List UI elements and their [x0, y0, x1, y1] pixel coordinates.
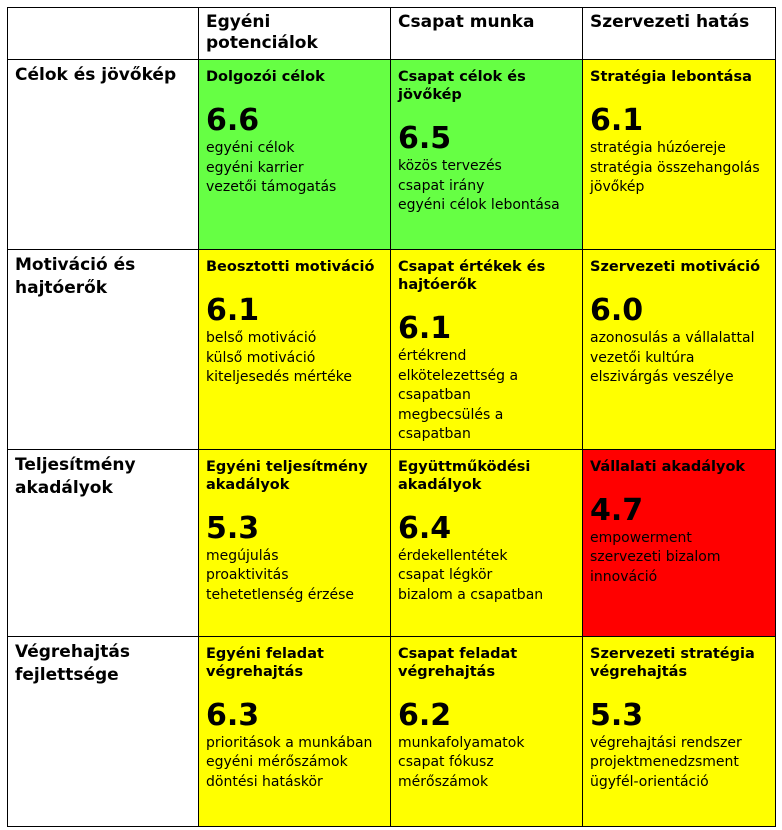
cell-item: proaktivitás	[206, 567, 289, 583]
matrix-cell	[583, 636, 776, 826]
cell-item: egyéni mérőszámok	[206, 754, 348, 770]
cell-title: Vállalati akadályok	[590, 458, 746, 475]
row-header: Végrehajtás fejlettsége	[8, 636, 199, 826]
cell-score: 6.1	[398, 311, 452, 346]
cell-item: belső motiváció	[206, 330, 317, 346]
assessment-matrix	[7, 7, 776, 827]
cell-score: 6.6	[206, 103, 260, 138]
cell-score: 5.3	[590, 697, 644, 733]
cell-item: egyéni célok lebontása	[398, 197, 560, 213]
row-header: Teljesítmény akadályok	[8, 449, 199, 636]
corner-cell	[8, 8, 199, 60]
cell-item: szervezeti bizalom	[590, 549, 721, 565]
column-header-individual: Egyéni potenciálok	[199, 8, 391, 60]
cell-score: 6.3	[206, 697, 260, 733]
matrix-cell	[583, 60, 776, 250]
matrix-row-motivation	[8, 250, 776, 450]
column-header-team: Csapat munka	[391, 8, 583, 60]
column-header-organization: Szervezeti hatás	[583, 8, 776, 60]
cell-title: Csapat feladat végrehajtás	[398, 645, 518, 680]
matrix-cell	[391, 636, 583, 826]
cell-item: megbecsülés a csapatban	[398, 406, 504, 442]
matrix-row-goals	[8, 60, 776, 250]
header-row	[8, 8, 776, 60]
cell-score: 6.2	[398, 697, 452, 733]
cell-item: csapat légkör	[398, 567, 493, 583]
matrix-cell	[583, 449, 776, 636]
cell-item: bizalom a csapatban	[398, 586, 544, 603]
cell-title: Egyéni feladat végrehajtás	[206, 645, 324, 680]
matrix-cell	[391, 60, 583, 250]
matrix-row-execution	[8, 636, 776, 826]
cell-item: stratégia összehangolás	[590, 159, 760, 176]
cell-title: Csapat értékek és hajtóerők	[398, 259, 546, 293]
cell-item: egyéni karrier	[206, 159, 304, 176]
cell-title: Dolgozói célok	[206, 69, 325, 85]
cell-title: Csapat célok és jövőkép	[398, 69, 526, 103]
cell-score: 5.3	[206, 510, 260, 546]
matrix-cell	[199, 636, 391, 826]
matrix-cell	[199, 449, 391, 636]
cell-item: jövőkép	[590, 179, 645, 195]
cell-item: egyéni célok	[206, 140, 295, 156]
cell-score: 6.0	[590, 293, 644, 328]
cell-title: Szervezeti stratégia végrehajtás	[590, 645, 755, 680]
cell-item: döntési hatáskör	[206, 773, 323, 790]
cell-item: empowerment	[590, 529, 692, 546]
row-header: Motiváció és hajtóerők	[8, 250, 199, 450]
cell-score: 6.5	[398, 121, 452, 156]
cell-item: projektmenedzsment	[590, 754, 739, 770]
cell-item: elszivárgás veszélye	[590, 369, 734, 385]
matrix-cell	[391, 250, 583, 450]
cell-item: csapat fókusz	[398, 754, 494, 770]
cell-title: Stratégia lebontása	[590, 69, 752, 85]
row-header: Célok és jövőkép	[8, 60, 199, 250]
matrix-cell	[391, 449, 583, 636]
cell-item: közös tervezés	[398, 158, 502, 174]
cell-title: Beosztotti motiváció	[206, 259, 375, 275]
cell-item: értékrend	[398, 348, 467, 364]
matrix-row-obstacles	[8, 449, 776, 636]
cell-score: 4.7	[590, 492, 644, 528]
cell-item: azonosulás a vállalattal	[590, 330, 755, 346]
cell-item: munkafolyamatok	[398, 734, 525, 751]
cell-item: megújulás	[206, 547, 279, 564]
cell-item: elkötelezettség a csapatban	[398, 367, 519, 403]
cell-item: csapat irány	[398, 177, 485, 194]
cell-score: 6.1	[206, 293, 260, 328]
cell-item: kiteljesedés mértéke	[206, 369, 352, 385]
cell-item: külső motiváció	[206, 349, 316, 366]
cell-item: stratégia húzóereje	[590, 140, 726, 156]
matrix-cell	[583, 250, 776, 450]
cell-item: innováció	[590, 568, 658, 585]
cell-title: Egyéni teljesítmény akadályok	[206, 458, 368, 493]
cell-item: ügyfél-orientáció	[590, 773, 709, 790]
cell-item: vezetői kultúra	[590, 349, 695, 366]
cell-item: mérőszámok	[398, 773, 489, 790]
cell-item: prioritások a munkában	[206, 734, 373, 751]
cell-item: tehetetlenség érzése	[206, 586, 355, 603]
cell-item: érdekellentétek	[398, 547, 508, 564]
matrix-cell	[199, 250, 391, 450]
cell-score: 6.1	[590, 103, 644, 138]
matrix-cell	[199, 60, 391, 250]
cell-title: Együttműködési akadályok	[398, 458, 531, 493]
cell-item: végrehajtási rendszer	[590, 734, 742, 751]
cell-score: 6.4	[398, 510, 452, 546]
cell-title: Szervezeti motiváció	[590, 259, 761, 275]
cell-item: vezetői támogatás	[206, 179, 337, 195]
